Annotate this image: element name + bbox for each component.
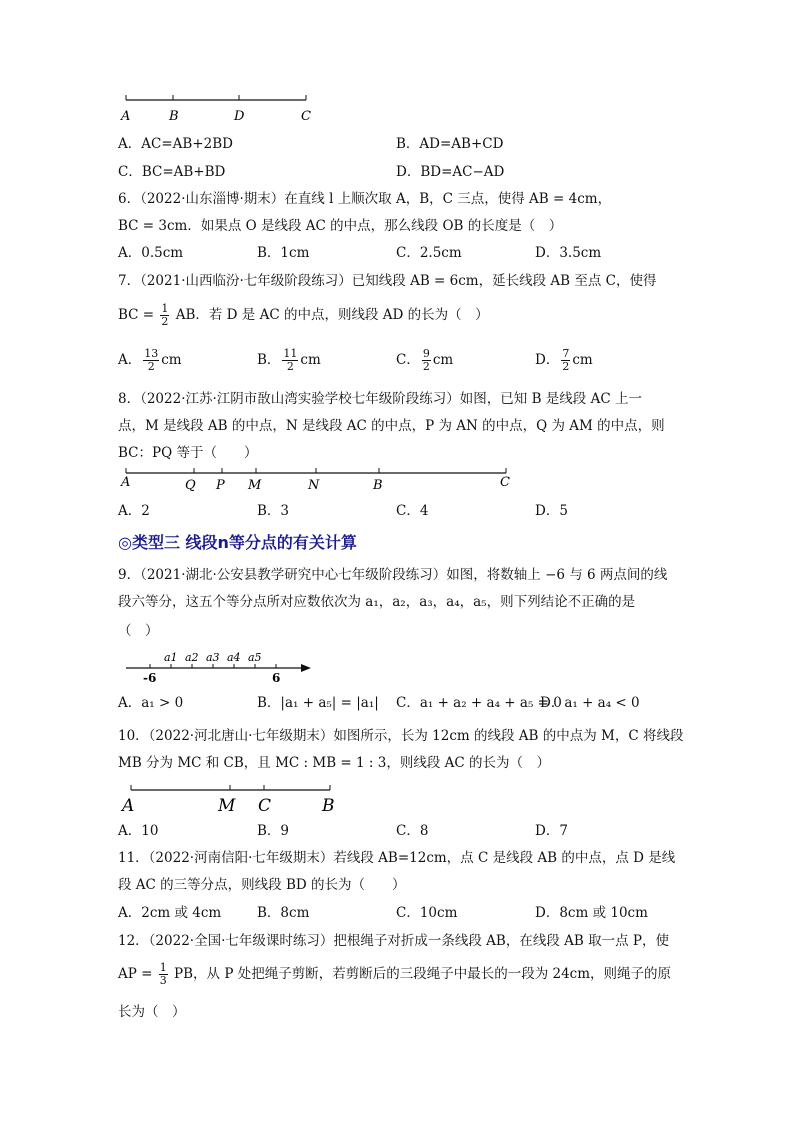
q10-option-b: B．9 [257, 823, 290, 839]
q6-option-a: A．0.5cm [118, 245, 184, 261]
q8-label-p: P [216, 478, 225, 493]
q10-line-1: 10．（2022·河北唐山·七年级期末）如图所示，长为 12cm 的线段 AB 的中点为 M，C 将线段 [118, 728, 684, 744]
q5-option-c: C．BC=AB+BD [118, 164, 226, 180]
q9-tick-minus-6: -6 [143, 671, 157, 685]
q10-label-b: B [322, 796, 335, 816]
q11-option-c: C．10cm [396, 905, 458, 921]
q7-option-d-frac [561, 348, 570, 373]
q9-line-3: （ ） [118, 623, 159, 639]
point-label-a: A [121, 109, 131, 124]
q6-line-2: BC = 3cm．如果点 O 是线段 AC 的中点，那么线段 OB 的长度是（ ） [118, 218, 563, 234]
q9-line-1: 9．（2021·湖北·公安县教学研究中心七年级阶段练习）如图，将数轴上 −6 与 6 两点间的线 [118, 567, 668, 583]
q5-option-d: D．BD=AC−AD [396, 164, 505, 180]
q11-option-b: B．8cm [257, 905, 310, 921]
q7-option-c-unit: cm [432, 352, 454, 368]
q7-option-b-den: 2 [286, 360, 294, 373]
q9-option-b: B．|a₁ + a₅| = |a₁| [257, 695, 379, 711]
q9-point-a2: a2 [185, 651, 199, 664]
q7-line-1: 7．（2021·山西临汾·七年级阶段练习）已知线段 AB = 6cm，延长线段 AB 至点 C，使得 [118, 273, 657, 289]
segment-figure-abdc [118, 90, 318, 126]
q8-label-a: A [121, 475, 131, 490]
q8-label-b: B [373, 478, 383, 493]
q10-option-d: D．7 [535, 823, 568, 839]
q7-fraction [160, 303, 169, 328]
q8-label-c: C [500, 475, 510, 490]
q5-option-a: A．AC=AB+2BD [118, 136, 233, 152]
q8-line-2: 点，M 是线段 AB 的中点，N 是线段 AC 的中点，P 为 AN 的中点，Q 为 AM 的中点，则 [118, 418, 665, 434]
q12-fraction-num: 1 [159, 961, 167, 974]
q7-option-b-label: B． [257, 352, 281, 368]
q8-option-b: B．3 [257, 503, 290, 519]
q7-option-c [396, 348, 453, 373]
q5-option-b: B．AD=AB+CD [396, 136, 504, 152]
q9-point-a5: a5 [248, 651, 262, 664]
q7-option-a-den: 2 [147, 360, 155, 373]
q12-line-2-pre: AP = [118, 966, 153, 982]
q12-fraction [159, 962, 168, 987]
q7-option-c-num: 9 [422, 347, 430, 360]
q7-fraction-den: 2 [161, 315, 169, 328]
q10-label-c: C [258, 796, 272, 816]
q6-line-1: 6．（2022·山东淄博·期末）在直线 l 上顺次取 A，B，C 三点，使得 AB = 4cm， [118, 191, 612, 207]
q11-line-2: 段 AC 的三等分点，则线段 BD 的长为（ ） [118, 877, 406, 893]
q9-option-d: D．a₁ + a₄ < 0 [540, 695, 640, 711]
q7-option-d [535, 348, 593, 373]
q11-line-1: 11．（2022·河南信阳·七年级期末）若线段 AB=12cm，点 C 是线段 AB 的中点，点 D 是线 [118, 850, 676, 866]
q7-option-b [257, 348, 321, 373]
q7-option-d-label: D． [535, 352, 560, 368]
q12-line-2 [118, 962, 671, 987]
q7-option-b-frac [282, 348, 298, 373]
q10-option-c: C．8 [396, 823, 429, 839]
q8-option-a: A．2 [118, 503, 150, 519]
q10-label-m: M [218, 796, 236, 816]
q8-option-d: D．5 [535, 503, 568, 519]
q7-option-c-den: 2 [422, 360, 430, 373]
q8-label-m: M [248, 478, 262, 493]
q6-option-d: D．3.5cm [535, 245, 602, 261]
q7-option-a-unit: cm [161, 352, 182, 368]
segment-figure-q10 [118, 780, 348, 816]
q7-line-2-post: AB．若 D 是 AC 的中点，则线段 AD 的长为（ ） [175, 307, 489, 323]
q11-option-a: A．2cm 或 4cm [118, 905, 222, 921]
q9-tick-6: 6 [272, 671, 281, 685]
q9-point-a4: a4 [227, 651, 241, 664]
q7-option-d-den: 2 [562, 360, 570, 373]
q8-option-c: C．4 [396, 503, 429, 519]
q12-line-3: 长为（ ） [118, 1004, 186, 1020]
q7-option-d-num: 7 [562, 347, 570, 360]
number-line-figure-q9 [118, 648, 318, 684]
q12-line-2-post: PB，从 P 处把绳子剪断，若剪断后的三段绳子中最长的一段为 24cm，则绳子的原 [174, 966, 672, 982]
q9-line-2: 段六等分，这五个等分点所对应数依次为 a₁，a₂，a₃，a₄，a₅，则下列结论不正确的是 [118, 594, 636, 610]
q7-option-b-num: 11 [283, 347, 298, 360]
section-heading: ◎类型三 线段n等分点的有关计算 [118, 533, 357, 552]
q12-line-1: 12．（2022·全国·七年级课时练习）把根绳子对折成一条线段 AB，在线段 AB 取一点 P，使 [118, 933, 669, 949]
q7-option-c-frac [422, 348, 431, 373]
q6-option-c: C．2.5cm [396, 245, 462, 261]
q9-option-a: A．a₁ > 0 [118, 695, 184, 711]
q7-fraction-num: 1 [161, 302, 169, 315]
segment-figure-q8 [118, 465, 518, 493]
q7-option-b-unit: cm [300, 352, 321, 368]
q8-line-3: BC：PQ 等于（ ） [118, 445, 258, 461]
q12-fraction-den: 3 [159, 974, 167, 987]
q7-option-c-label: C． [396, 352, 420, 368]
q10-label-a: A [122, 796, 135, 816]
q10-line-2: MB 分为 MC 和 CB，且 MC : MB = 1 : 3，则线段 AC 的长为（ ） [118, 755, 550, 771]
q6-option-b: B．1cm [257, 245, 310, 261]
q7-option-a-num: 13 [144, 347, 159, 360]
point-label-b: B [169, 109, 179, 124]
point-label-c: C [301, 109, 311, 124]
q9-option-c: C．a₁ + a₂ + a₄ + a₅ = 0 [396, 695, 562, 711]
q7-line-2 [118, 303, 489, 328]
q7-option-a-label: A． [118, 352, 142, 368]
q7-line-2-pre: BC = [118, 307, 155, 323]
point-label-d: D [234, 109, 245, 124]
q11-option-d: D．8cm 或 10cm [535, 905, 648, 921]
q7-option-d-unit: cm [572, 352, 593, 368]
q10-option-a: A．10 [118, 823, 159, 839]
q7-option-a-frac [143, 348, 159, 373]
q7-option-a [118, 348, 182, 373]
q8-label-n: N [308, 478, 320, 493]
q9-point-a3: a3 [206, 651, 220, 664]
q8-line-1: 8．（2022·江苏·江阴市敔山湾实验学校七年级阶段练习）如图，已知 B 是线段 AC 上一 [118, 391, 642, 407]
q9-point-a1: a1 [164, 651, 178, 664]
q8-label-q: Q [185, 478, 196, 493]
